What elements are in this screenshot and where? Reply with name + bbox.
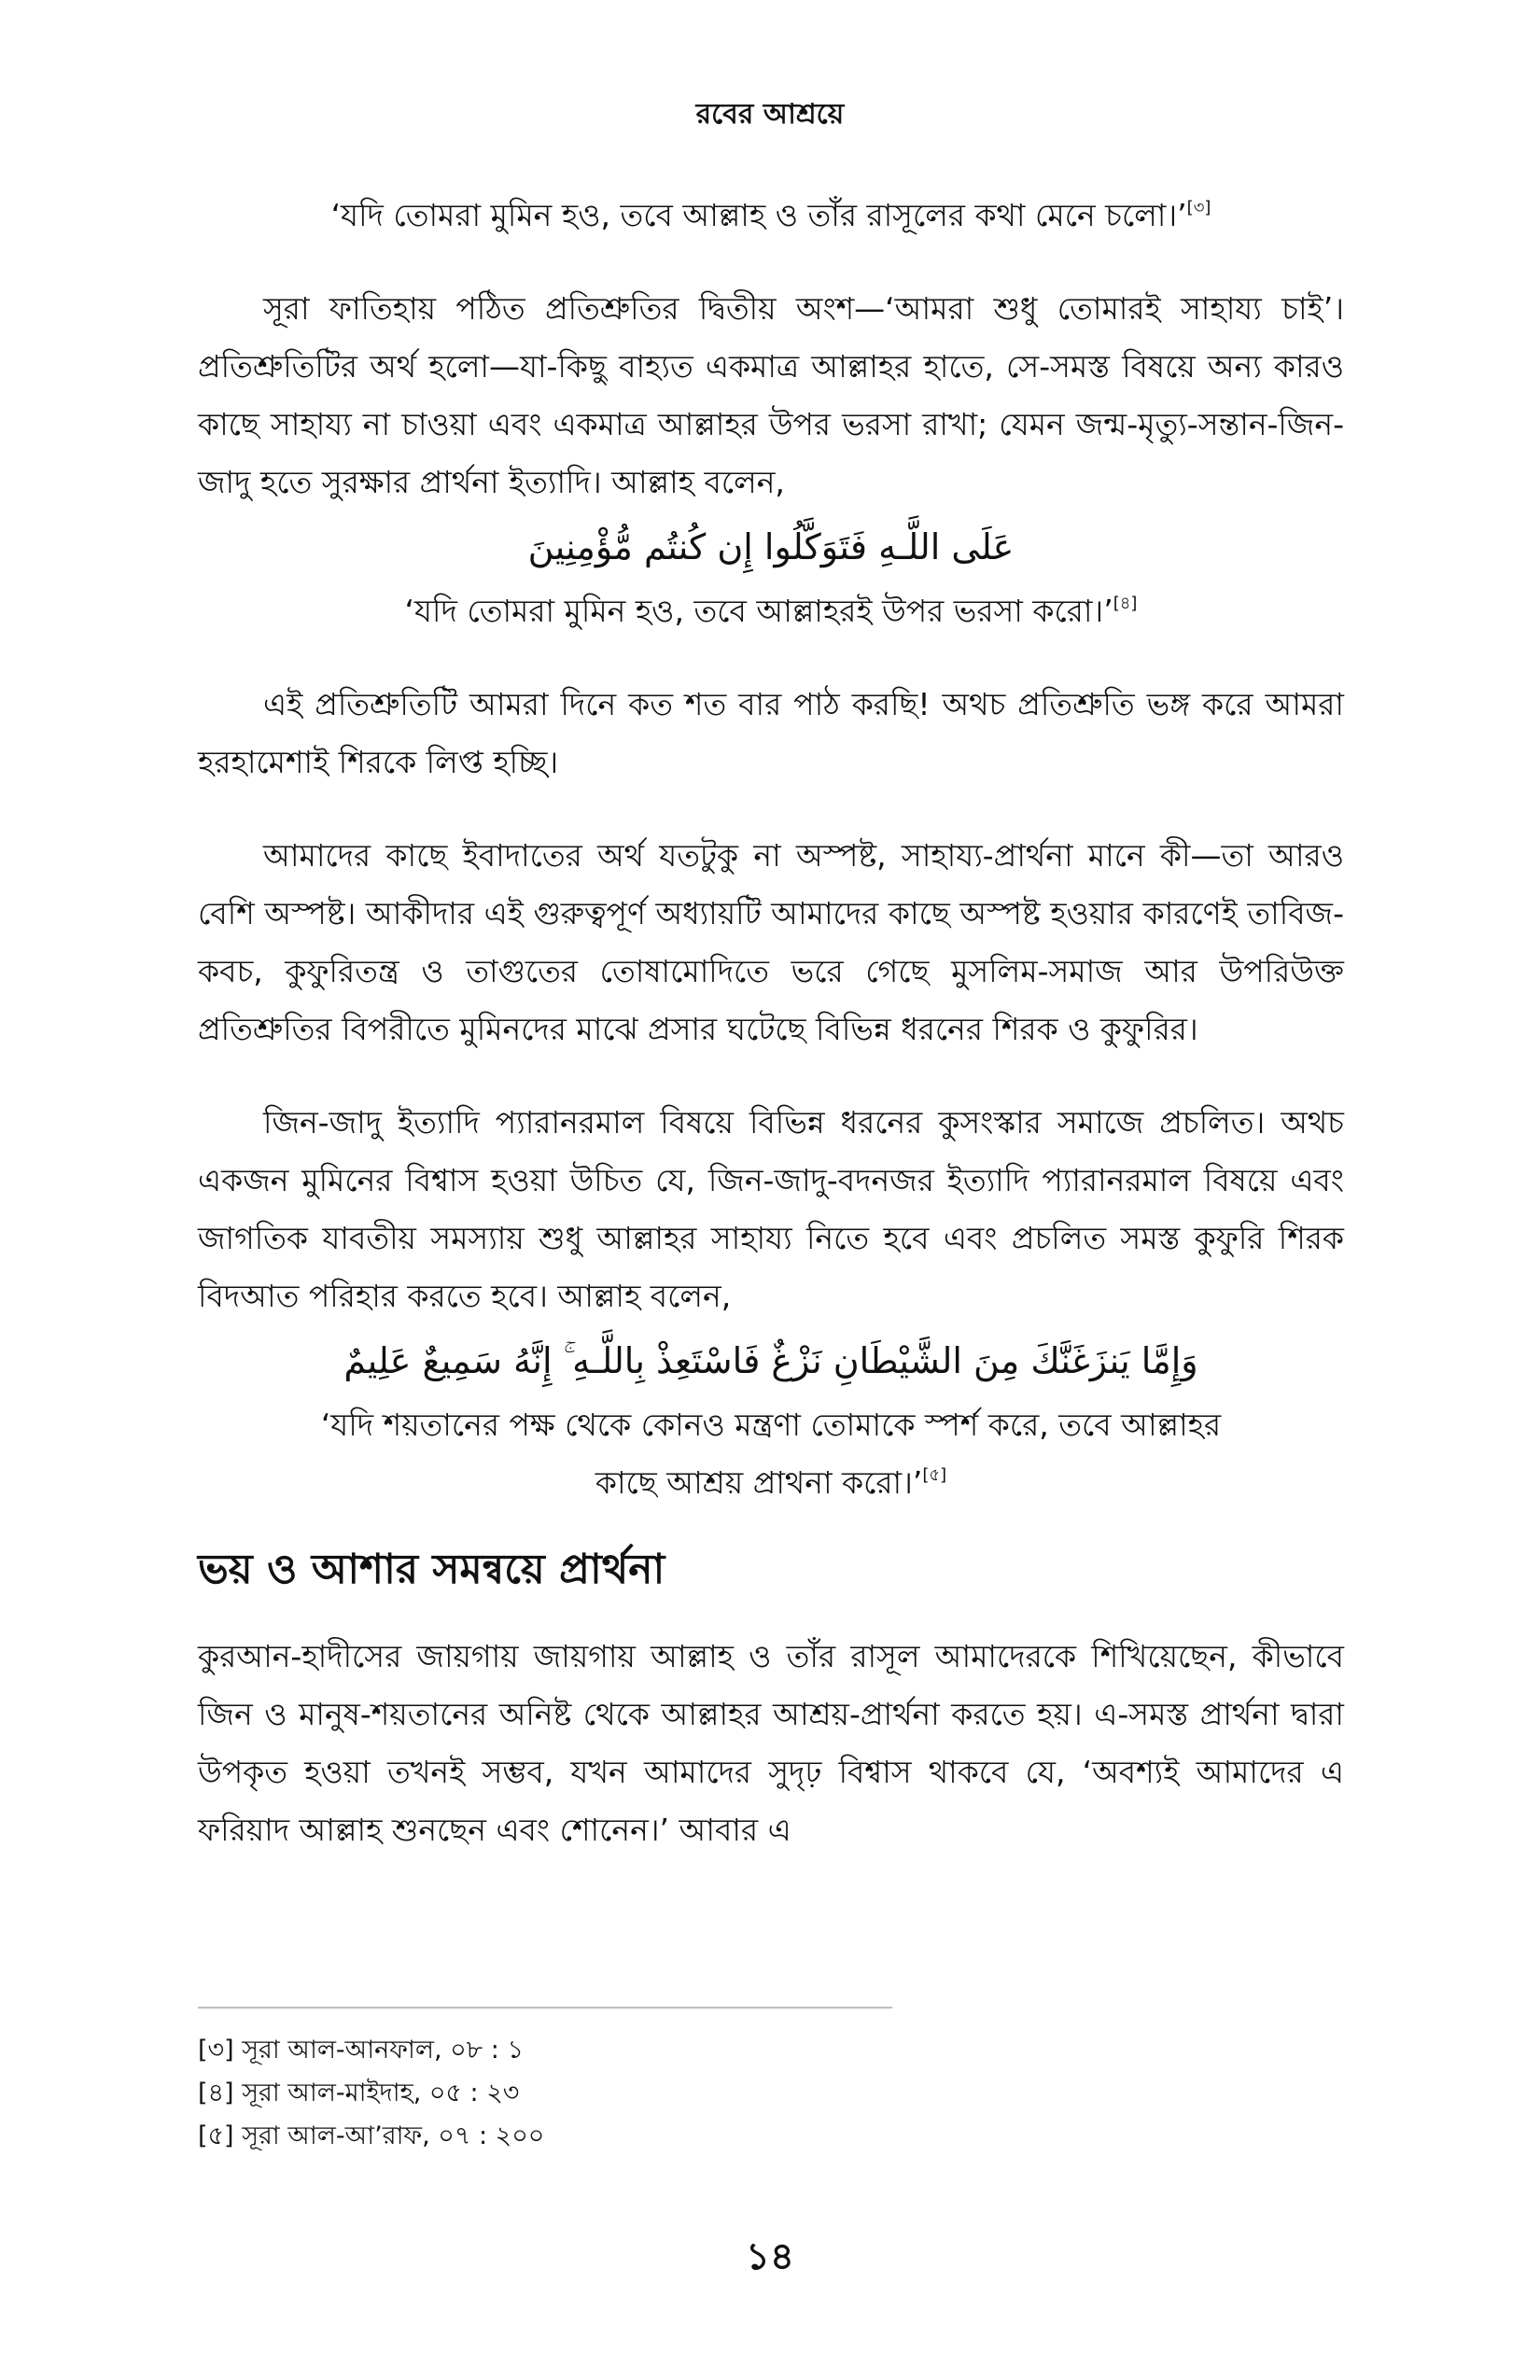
quote-text: ‘যদি তোমরা মুমিন হও, তবে আল্লাহ ও তাঁর রাসূলের কথা মেনে চলো।’ xyxy=(330,197,1187,233)
quote-text: কাছে আশ্রয় প্রাথনা করো।’ xyxy=(595,1464,923,1501)
paragraph: সূরা ফাতিহায় পঠিত প্রতিশ্রুতির দ্বিতীয় অংশ—‘আমরা শুধু তোমারই সাহায্য চাই’। প্রতিশ্রুতিটির অর্থ হলো—যা-কিছু বাহ্যত একমাত্র আল্লাহর হাতে, সে-সমস্ত বিষয়ে অন্য কারও কাছে সাহায্য না চাওয়া এবং একমাত্র আল্লাহর উপর ভরসা রাখা; যেমন জন্ম-মৃত্যু-সন্তান-জিন-জাদু হতে সুরক্ষার প্রার্থনা ইত্যাদি। আল্লাহ বলেন, xyxy=(198,290,1344,500)
footnote-label: [৪] xyxy=(198,2079,234,2107)
footnotes xyxy=(198,2029,1038,2158)
quote-text: ‘যদি তোমরা মুমিন হও, তবে আল্লাহরই উপর ভরসা করো।’ xyxy=(404,593,1113,629)
quote-araf-line2 xyxy=(198,1454,1344,1512)
footnote-label: [৫] xyxy=(198,2121,234,2150)
footnote xyxy=(198,2072,1038,2115)
quote-araf-line1: ‘যদি শয়তানের পক্ষ থেকে কোনও মন্ত্রণা তোমাকে স্পর্শ করে, তবে আল্লাহর xyxy=(320,1407,1222,1443)
section-heading: ভয় ও আশার সমন্বয়ে প্রার্থনা xyxy=(198,1546,665,1593)
footnote xyxy=(198,2115,1038,2158)
quote-maidah xyxy=(198,582,1344,640)
footnote-ref[interactable]: [৩] xyxy=(1186,198,1211,217)
running-title: রবের আশ্রয়ে xyxy=(695,98,845,131)
paragraph: কুরআন-হাদীসের জায়গায় জায়গায় আল্লাহ ও তাঁর রাসূল আমাদেরকে শিখিয়েছেন, কীভাবে জিন ও মানুষ-শয়তানের অনিষ্ট থেকে আল্লাহর আশ্রয়-প্রার্থনা করতে হয়। এ-সমস্ত প্রার্থনা দ্বারা উপকৃত হওয়া তখনই সম্ভব, যখন আমাদের সুদৃঢ় বিশ্বাস থাকবে যে, ‘অবশ্যই আমাদের এ ফরিয়াদ আল্লাহ শুনছেন এবং শোনেন।’ আবার এ xyxy=(198,1638,1344,1848)
footnote-text: সূরা আল-মাইদাহ, ০৫ : ২৩ xyxy=(242,2079,520,2107)
arabic-verse: وَإِمَّا يَنزَغَنَّكَ مِنَ الشَّيْطَانِ نَزْغٌ فَاسْتَعِذْ بِاللَّـهِ ۚ إِنَّهُ سَمِيعٌ عَلِيمٌ xyxy=(343,1340,1198,1381)
paragraph: এই প্রতিশ্রুতিটি আমরা দিনে কত শত বার পাঠ করছি! অথচ প্রতিশ্রুতি ভঙ্গ করে আমরা হরহামেশাই শিরকে লিপ্ত হচ্ছি। xyxy=(198,686,1344,780)
page-body xyxy=(198,187,1344,1859)
footnote xyxy=(198,2029,1038,2072)
paragraph: আমাদের কাছে ইবাদাতের অর্থ যতটুকু না অস্পষ্ট, সাহায্য-প্রার্থনা মানে কী—তা আরও বেশি অস্পষ্ট। আকীদার এই গুরুত্বপূর্ণ অধ্যায়টি আমাদের কাছে অস্পষ্ট হওয়ার কারণেই তাবিজ-কবচ, কুফুরিতন্ত্র ও তাগুতের তোষামোদিতে ভরে গেছে মুসলিম-সমাজ আর উপরিউক্ত প্রতিশ্রুতির বিপরীতে মুমিনদের মাঝে প্রসার ঘটেছে বিভিন্ন ধরনের শিরক ও কুফুরির। xyxy=(198,837,1344,1047)
page-number: ১৪ xyxy=(746,2235,794,2278)
footnote-text: সূরা আল-আ’রাফ, ০৭ : ২০০ xyxy=(242,2121,545,2150)
footnote-text: সূরা আল-আনফাল, ০৮ : ১ xyxy=(242,2036,524,2065)
paragraph: জিন-জাদু ইত্যাদি প্যারানরমাল বিষয়ে বিভিন্ন ধরনের কুসংস্কার সমাজে প্রচলিত। অথচ একজন মুমিনের বিশ্বাস হওয়া উচিত যে, জিন-জাদু-বদনজর ইত্যাদি প্যারানরমাল বিষয়ে এবং জাগতিক যাবতীয় সমস্যায় শুধু আল্লাহর সাহায্য নিতে হবে এবং প্রচলিত সমস্ত কুফুরি শিরক বিদআত পরিহার করতে হবে। আল্লাহ বলেন, xyxy=(198,1104,1344,1314)
footnote-ref[interactable]: [৪] xyxy=(1113,594,1138,613)
footnote-label: [৩] xyxy=(198,2036,234,2065)
quote-anfal xyxy=(198,187,1344,245)
arabic-verse: عَلَى اللَّـهِ فَتَوَكَّلُوا إِن كُنتُم مُّؤْمِنِينَ xyxy=(527,526,1015,567)
footnote-divider xyxy=(198,2007,892,2009)
footnote-ref[interactable]: [৫] xyxy=(922,1465,947,1485)
